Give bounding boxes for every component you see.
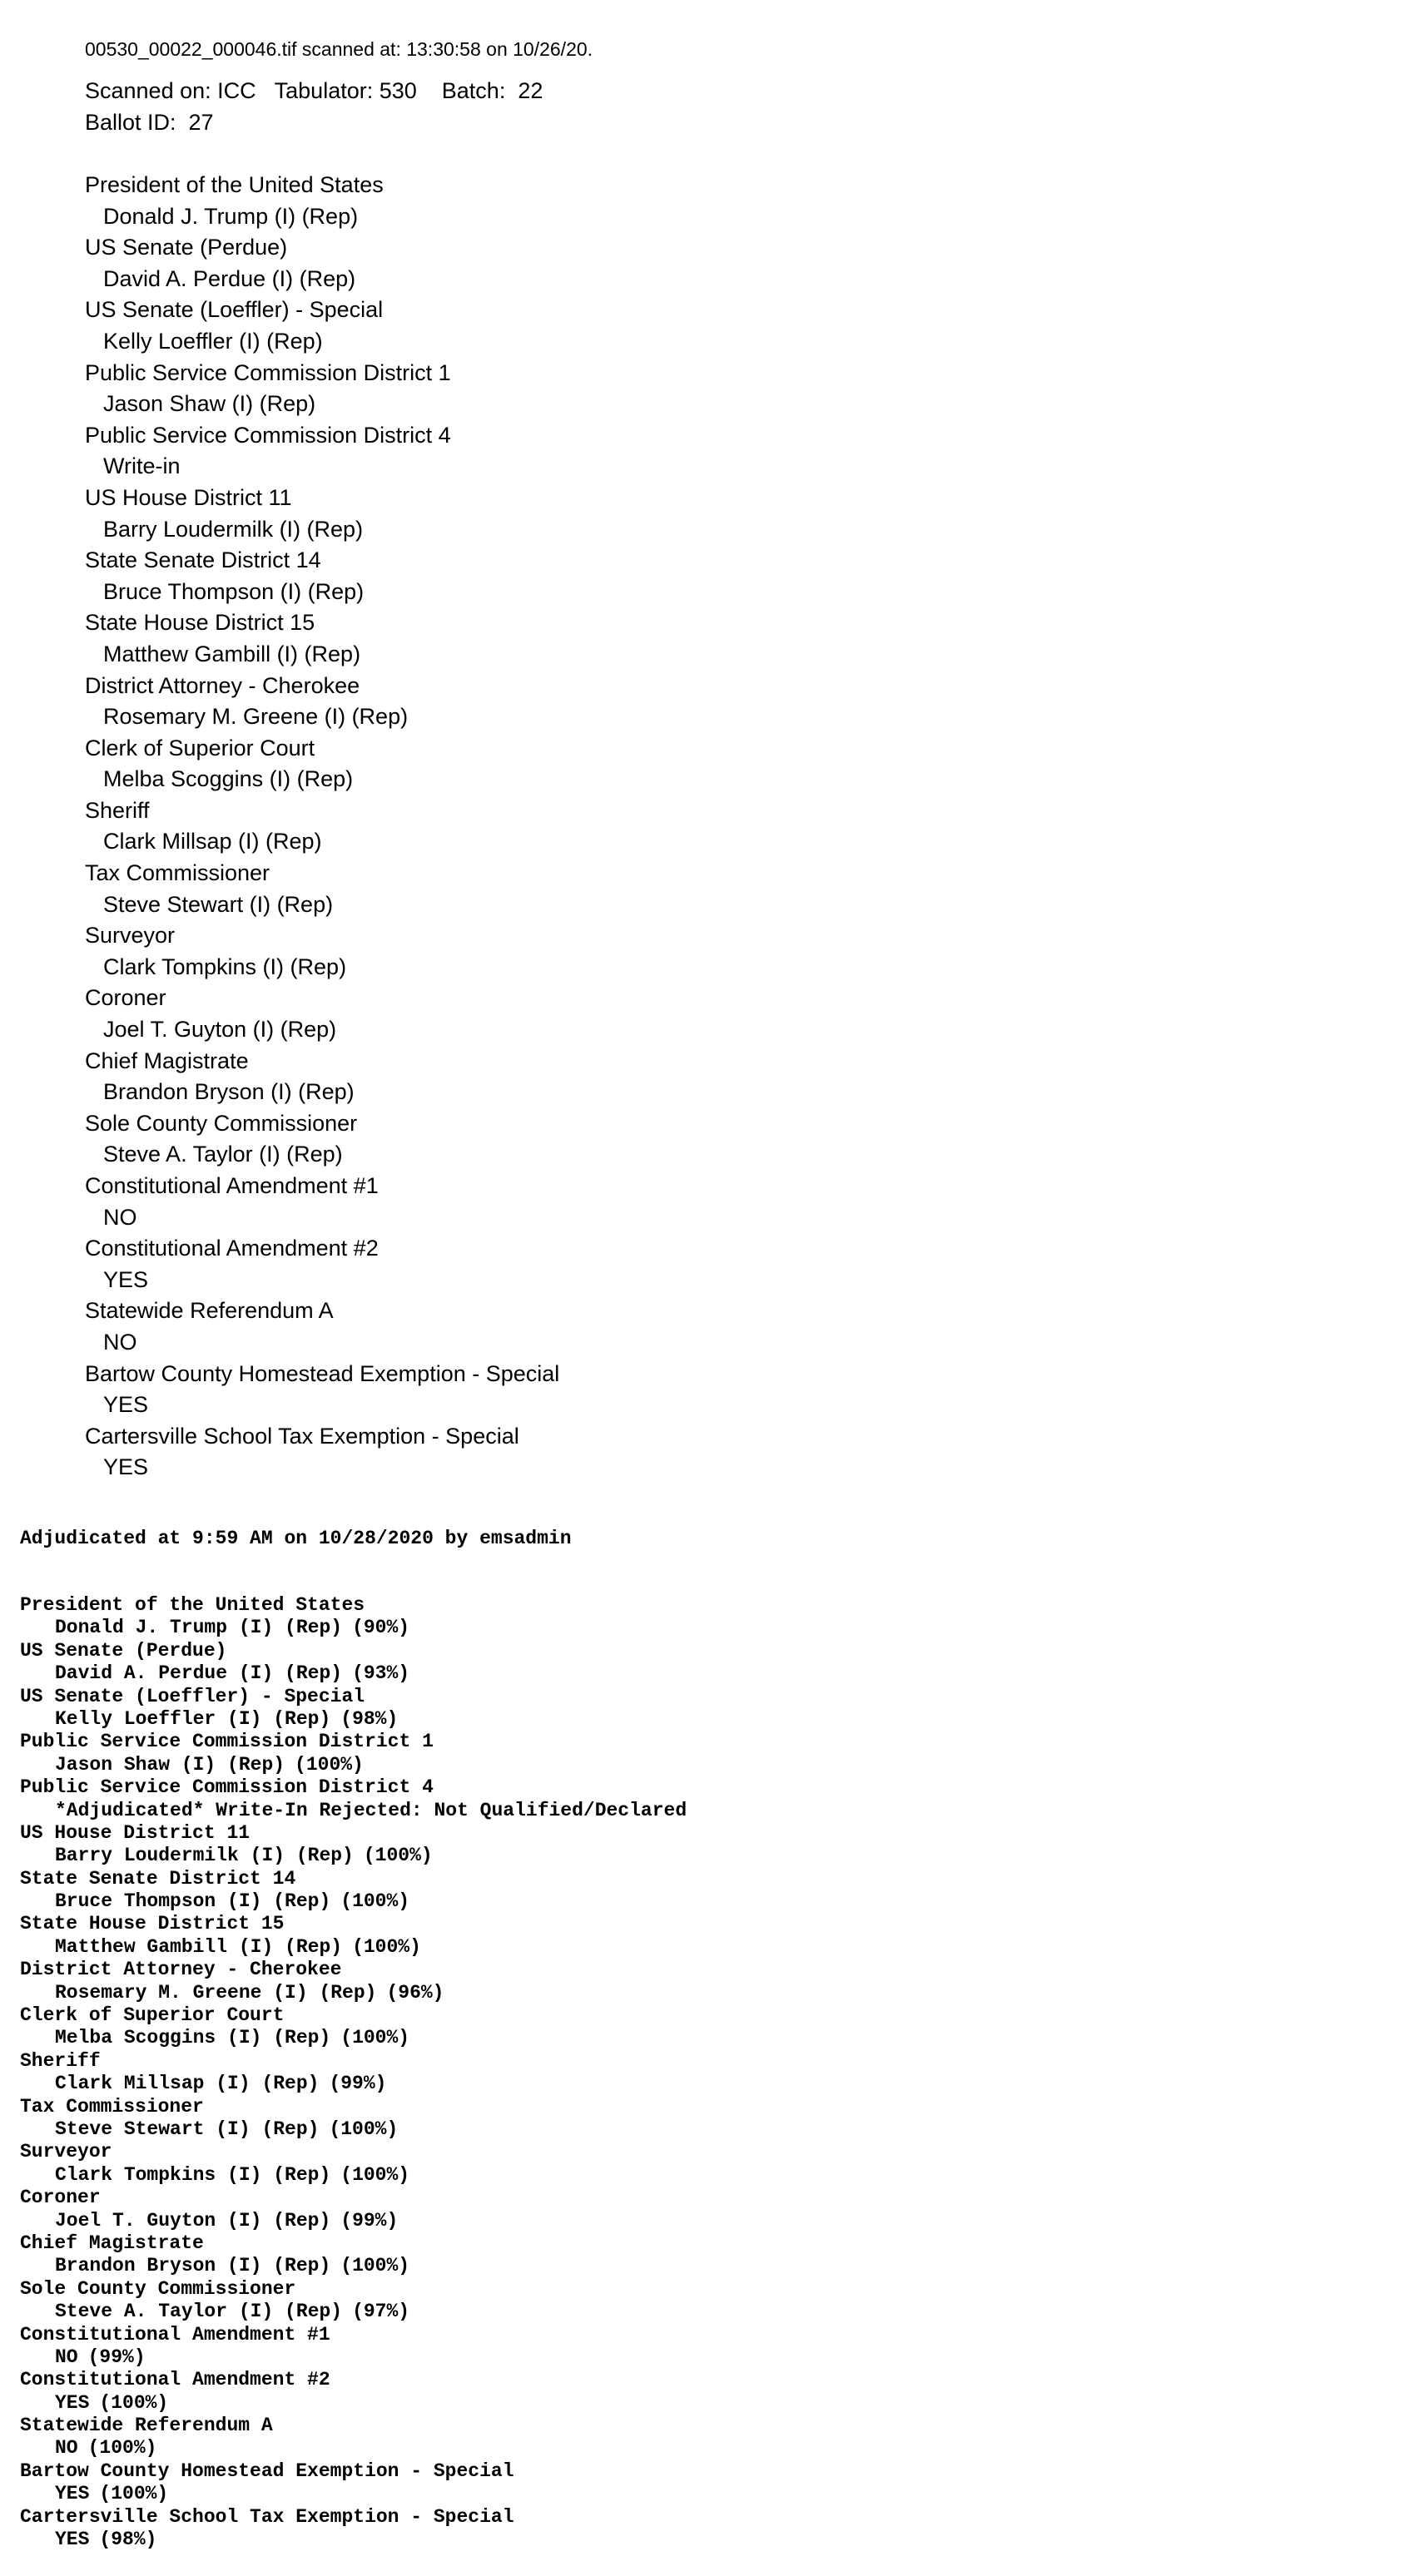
adjudicated-contest-title: Coroner [20,2187,101,2209]
adjudicated-choice: YES [55,2483,90,2505]
adjudicated-choice: Steve A. Taylor (I) (Rep) [55,2301,343,2323]
adjudicated-contest-list [20,1594,1352,2551]
contest-title: Constitutional Amendment #2 [85,1236,379,1261]
adjudicated-contest-title: Sheriff [20,2049,101,2072]
contest-choice: Donald J. Trump (I) (Rep) [103,203,359,229]
adjudicated-contest-title: Clerk of Superior Court [20,2004,285,2027]
confidence-percent: (93%) [352,1662,410,1685]
adjudicated-choice-row [20,1982,1352,2004]
adjudicated-contest-title: Chief Magistrate [20,2232,204,2254]
confidence-percent: (98%) [340,1707,399,1730]
contest-choice: Steve A. Taylor (I) (Rep) [103,1142,343,1167]
adjudicated-choice: Donald J. Trump (I) (Rep) [55,1617,343,1639]
confidence-percent: (99%) [340,2209,399,2232]
adjudicated-choice-row [20,2027,1352,2049]
ballot-id-line: Ballot ID: 27 [85,110,214,135]
adjudicated-choice: Jason Shaw (I) (Rep) [55,1753,285,1776]
adjudicated-contest-title: Cartersville School Tax Exemption - Special [20,2505,514,2528]
contest-choice: Brandon Bryson (I) (Rep) [103,1079,355,1105]
scan-tabulator-line: Scanned on: ICC Tabulator: 530 Batch: 22 [85,78,543,103]
adjudicated-choice: David A. Perdue (I) (Rep) [55,1662,343,1685]
adjudicated-contest-title: Bartow County Homestead Exemption - Special [20,2460,514,2482]
scanned-contest-list [85,170,1333,1484]
adjudicated-choice-row [20,1845,1352,1867]
adjudicated-choice: YES [55,2391,90,2414]
adjudicated-choice: Clark Tompkins (I) (Rep) [55,2163,331,2186]
adjudicated-choice: Clark Millsap (I) (Rep) [55,2073,320,2095]
contest-choice: Clark Millsap (I) (Rep) [103,829,322,855]
contest-title: Sheriff [85,797,150,823]
adjudicated-choice-row [20,2210,1352,2232]
adjudicated-choice-row [20,2392,1352,2415]
contest-title: State House District 15 [85,610,315,636]
contest-choice: Clark Tompkins (I) (Rep) [103,954,347,979]
adjudicated-choice-row [20,2437,1352,2460]
contest-title: Sole County Commissioner [85,1110,358,1136]
contest-choice: Melba Scoggins (I) (Rep) [103,766,354,792]
contest-title: Bartow County Homestead Exemption - Special [85,1360,560,1386]
adjudicated-choice-row [20,1662,1352,1685]
adjudicated-choice-row [20,2073,1352,2095]
adjudicated-choice: Joel T. Guyton (I) (Rep) [55,2209,331,2232]
adjudicated-choice-row [20,1754,1352,1776]
adjudicated-choice: Matthew Gambill (I) (Rep) [55,1935,343,1958]
adjudicated-choice-row [20,2164,1352,2187]
adjudicated-contest-title: State House District 15 [20,1913,285,1935]
contest-title: President of the United States [85,172,384,197]
confidence-percent: (90%) [352,1617,410,1639]
adjudicated-choice-row [20,1890,1352,1913]
adjudicated-contest-title: Surveyor [20,2141,112,2163]
scan-file-header: 00530_00022_000046.tif scanned at: 13:30:58 on 10/26/20. [85,38,593,60]
contest-choice: Jason Shaw (I) (Rep) [103,391,316,417]
adjudicated-choice-row [20,2346,1352,2369]
confidence-percent: (100%) [340,2027,410,2049]
adjudicated-contest-title: District Attorney - Cherokee [20,1959,342,1981]
adjudicated-contest-title: Constitutional Amendment #1 [20,2323,330,2346]
contest-choice: NO [103,1204,137,1230]
contest-choice: Write-in [103,453,181,479]
scanned-ballot-section [85,37,1333,1484]
confidence-percent: (100%) [295,1753,364,1776]
confidence-percent: (100%) [363,1845,433,1867]
adjudicated-choice-row [20,1936,1352,1959]
adjudicated-choice: Kelly Loeffler (I) (Rep) [55,1707,331,1730]
adjudicated-contest-title: US Senate (Perdue) [20,1639,227,1662]
contest-choice: David A. Perdue (I) (Rep) [103,265,356,291]
adjudicated-contest-title: State Senate District 14 [20,1867,296,1890]
contest-title: Clerk of Superior Court [85,735,315,760]
adjudication-section [20,1526,1352,2551]
adjudicated-choice: *Adjudicated* Write-In Rejected: Not Qualified/Declared [55,1799,687,1821]
scan-info-block [85,75,1333,138]
confidence-percent: (100%) [340,2255,410,2277]
contest-choice: YES [103,1454,149,1480]
adjudicated-choice-row [20,2529,1352,2551]
adjudicated-contest-title: Sole County Commissioner [20,2277,296,2300]
contest-title: Coroner [85,985,166,1011]
adjudicated-choice: NO [55,2346,78,2368]
adjudicated-choice: YES [55,2529,90,2551]
confidence-percent: (100%) [352,1935,421,1958]
contest-choice: YES [103,1266,149,1292]
confidence-percent: (96%) [386,1981,444,2004]
contest-title: Public Service Commission District 1 [85,359,451,385]
adjudicated-choice-row [20,2301,1352,2323]
adjudicated-contest-title: Constitutional Amendment #2 [20,2369,330,2391]
confidence-percent: (100%) [340,1890,410,1913]
confidence-percent: (98%) [99,2529,157,2551]
adjudicated-choice: NO [55,2437,78,2460]
adjudicated-contest-title: Tax Commissioner [20,2095,204,2118]
adjudicated-contest-title: Public Service Commission District 4 [20,1776,434,1799]
contest-choice: Rosemary M. Greene (I) (Rep) [103,704,409,730]
confidence-percent: (100%) [99,2483,169,2505]
confidence-percent: (100%) [329,2118,399,2140]
adjudicated-contest-title: US Senate (Loeffler) - Special [20,1685,365,1707]
adjudicated-contest-title: Public Service Commission District 1 [20,1731,434,1753]
contest-title: US Senate (Perdue) [85,235,288,260]
contest-title: Chief Magistrate [85,1048,249,1073]
adjudicated-choice: Steve Stewart (I) (Rep) [55,2118,320,2140]
confidence-percent: (100%) [99,2391,169,2414]
adjudicated-choice-row [20,2483,1352,2505]
adjudicated-contest-title: President of the United States [20,1594,365,1616]
contest-title: Surveyor [85,923,176,949]
contest-title: Statewide Referendum A [85,1298,334,1324]
contest-choice: NO [103,1329,137,1355]
adjudicated-choice-row [20,1708,1352,1731]
contest-title: District Attorney - Cherokee [85,672,360,698]
adjudicated-choice: Melba Scoggins (I) (Rep) [55,2027,331,2049]
contest-choice: Joel T. Guyton (I) (Rep) [103,1017,337,1043]
contest-title: State Senate District 14 [85,547,321,573]
contest-choice: Kelly Loeffler (I) (Rep) [103,328,323,354]
contest-choice: Barry Loudermilk (I) (Rep) [103,516,364,542]
adjudicated-choice: Rosemary M. Greene (I) (Rep) [55,1981,377,2004]
contest-title: Tax Commissioner [85,860,270,886]
contest-title: US House District 11 [85,484,292,510]
adjudicated-contest-title: US House District 11 [20,1821,251,1844]
confidence-percent: (99%) [87,2346,146,2368]
adjudicated-choice: Barry Loudermilk (I) (Rep) [55,1845,354,1867]
confidence-percent: (99%) [329,2073,387,2095]
adjudicated-choice-row [20,1617,1352,1639]
adjudicated-choice: Bruce Thompson (I) (Rep) [55,1890,331,1913]
contest-title: Cartersville School Tax Exemption - Special [85,1423,519,1449]
confidence-percent: (100%) [340,2163,410,2186]
contest-title: Public Service Commission District 4 [85,422,451,448]
adjudicated-choice-row [20,2255,1352,2277]
adjudicated-choice: Brandon Bryson (I) (Rep) [55,2255,331,2277]
adjudicated-choice-row [20,1800,1352,1822]
contest-title: Constitutional Amendment #1 [85,1173,379,1198]
confidence-percent: (100%) [87,2437,157,2460]
adjudicated-choice-row [20,2118,1352,2141]
adjudicated-contest-title: Statewide Referendum A [20,2415,273,2437]
adjudication-header: Adjudicated at 9:59 AM on 10/28/2020 by emsadmin [20,1528,572,1549]
contest-title: US Senate (Loeffler) - Special [85,297,384,323]
confidence-percent: (97%) [352,2301,410,2323]
contest-choice: Steve Stewart (I) (Rep) [103,891,334,917]
contest-choice: YES [103,1392,149,1418]
contest-choice: Bruce Thompson (I) (Rep) [103,578,365,604]
contest-choice: Matthew Gambill (I) (Rep) [103,641,361,666]
